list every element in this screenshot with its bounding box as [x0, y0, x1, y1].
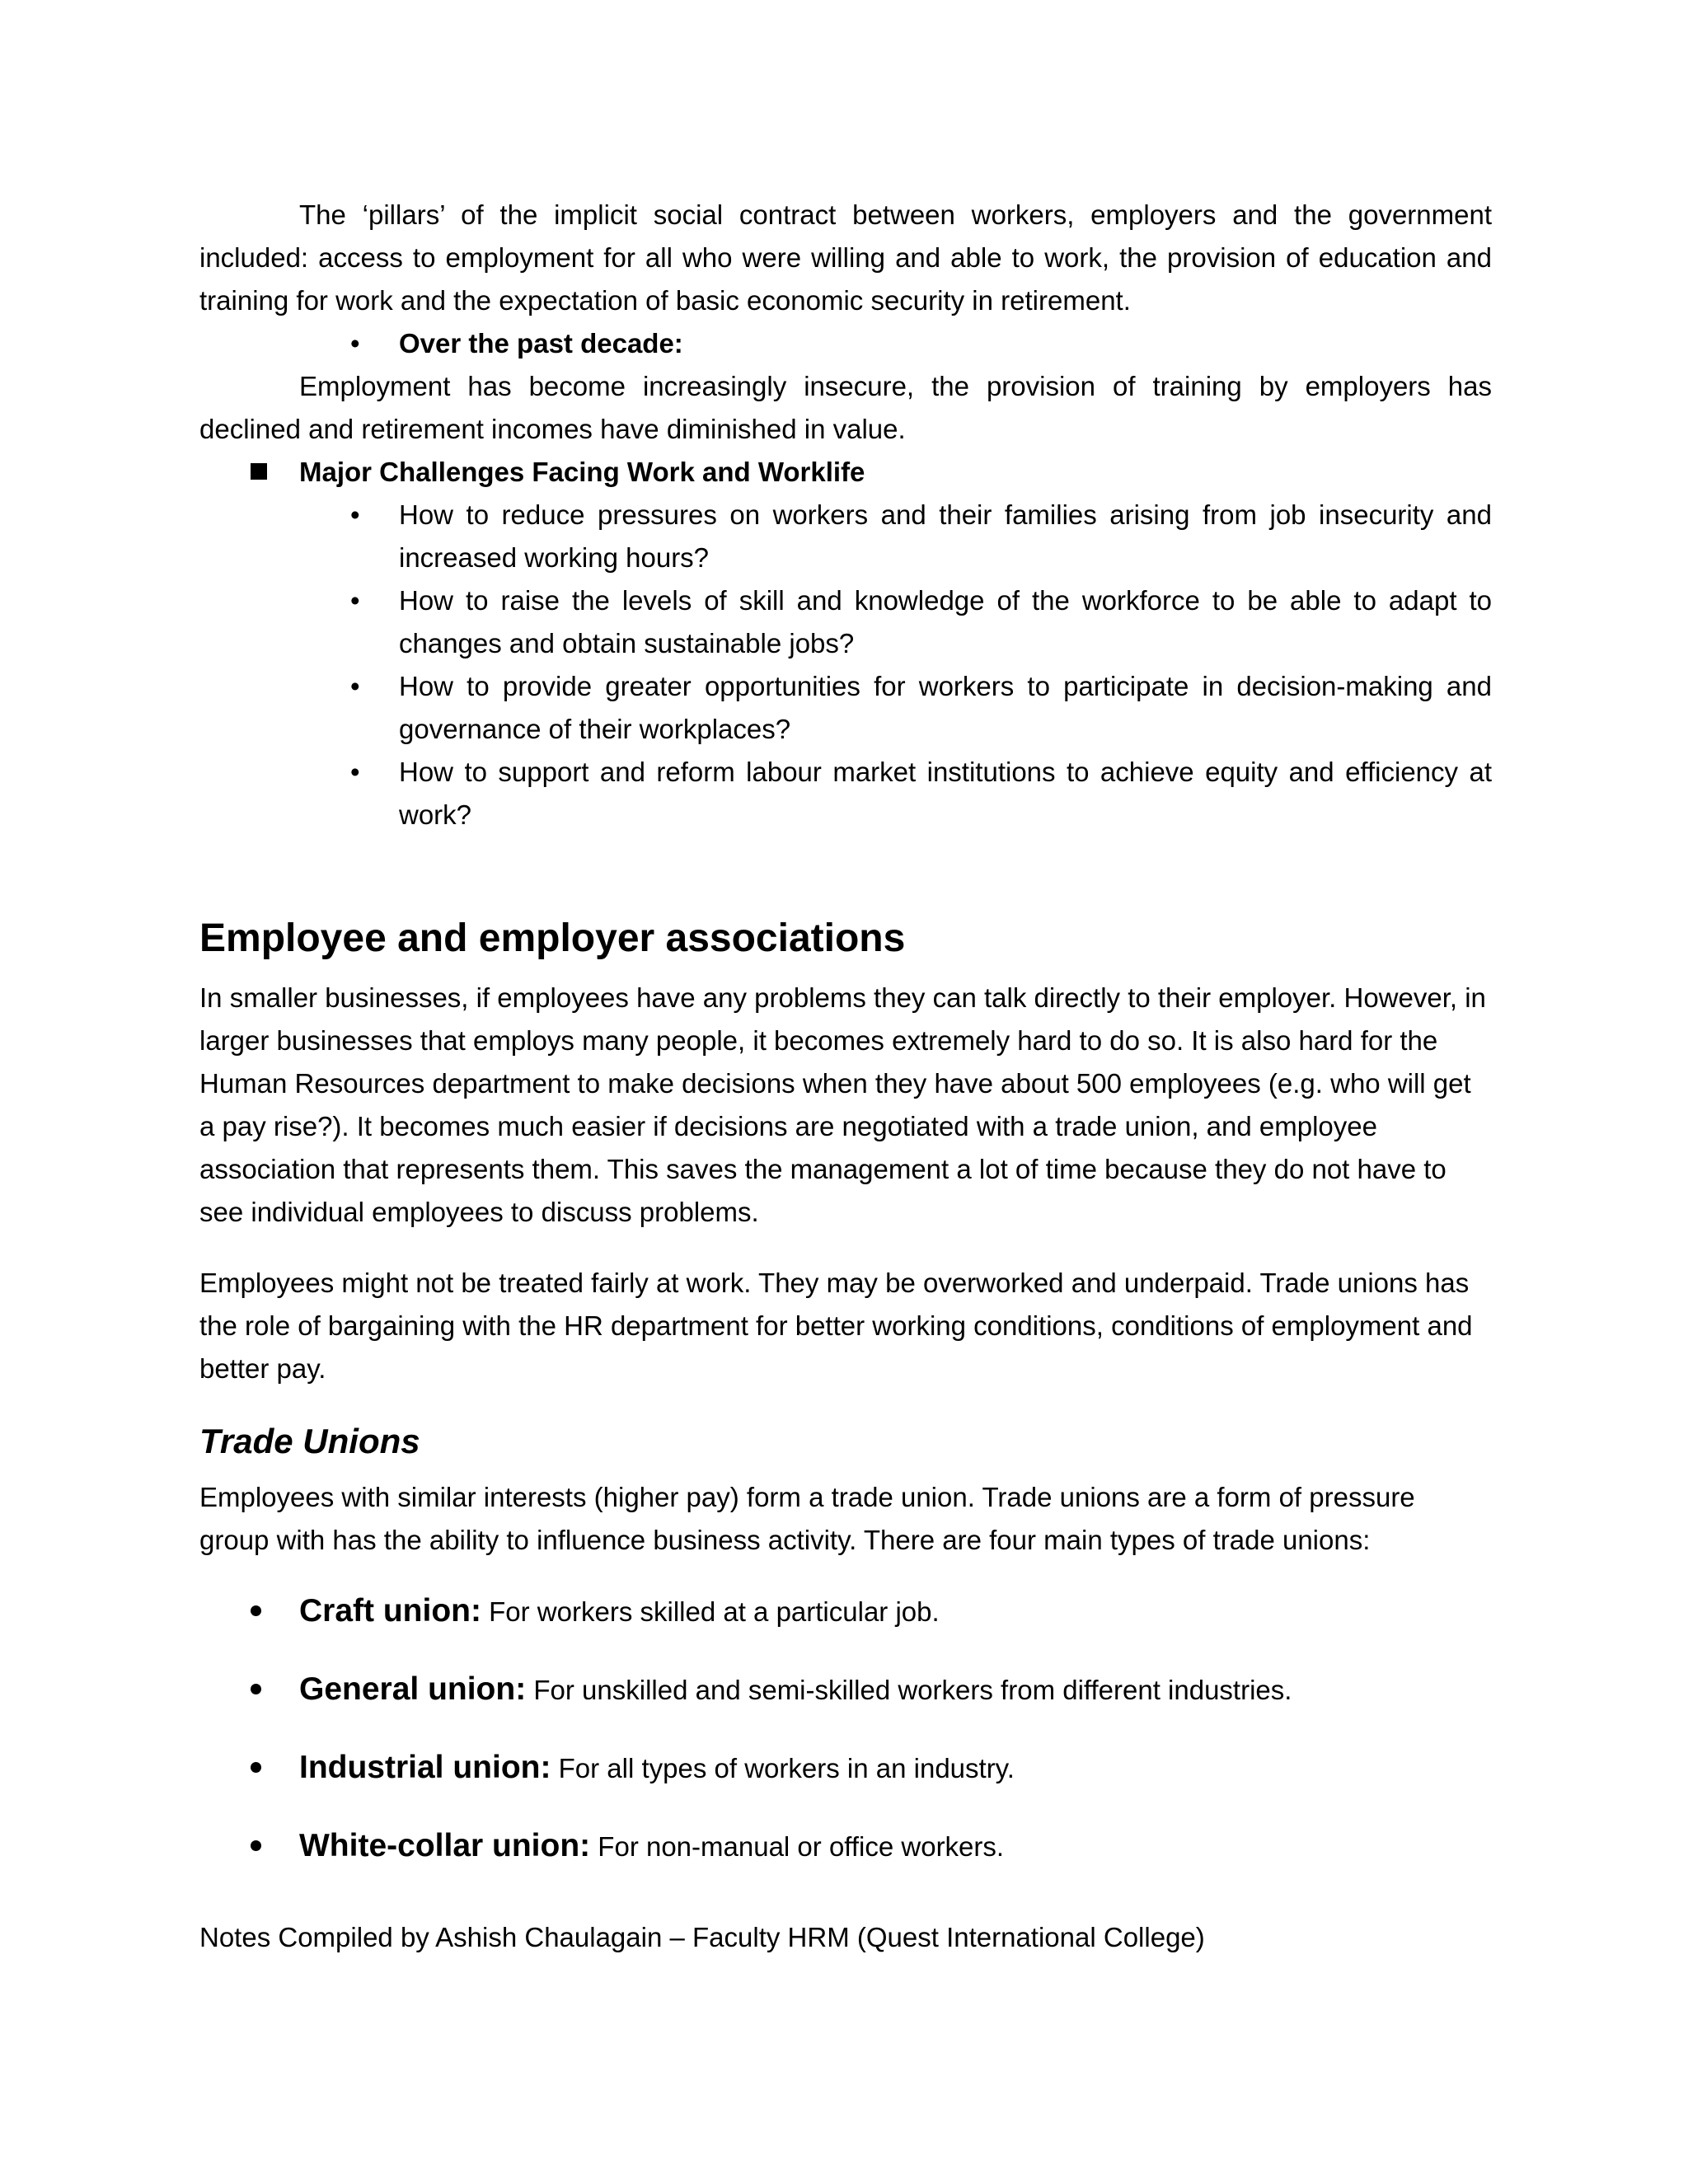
list-item: [199, 494, 1492, 579]
past-decade-heading: [199, 322, 1492, 365]
page-footer: Notes Compiled by Ashish Chaulagain – Faculty HRM (Quest International College): [199, 1922, 1205, 1952]
bullet-icon: •: [350, 757, 360, 787]
union-type-white-collar: [199, 1825, 1492, 1868]
list-item-text: How to provide greater opportunities for workers to participate in decision-making and governance of their workplaces?: [399, 671, 1492, 744]
associations-paragraph-2: Employees might not be treated fairly at work. They may be overworked and underpaid. Trade unions has the role of bargaining with the HR department for better working conditions, conditions of employment and better pay.: [199, 1268, 1473, 1384]
square-bullet-icon: [251, 463, 267, 480]
union-type-name: White-collar union:: [299, 1828, 591, 1863]
union-type-desc: For workers skilled at a particular job.: [481, 1596, 940, 1627]
challenges-list: [199, 494, 1492, 837]
associations-heading: Employee and employer associations: [199, 916, 906, 960]
list-item: [199, 751, 1492, 837]
past-decade-heading-text: Over the past decade:: [399, 328, 683, 359]
challenges-heading: [199, 451, 1492, 494]
pillars-paragraph: The ‘pillars’ of the implicit social contract between workers, employers and the government included: access to employment for all who were willing and able to work, the provision of education and training for work and the expectation of basic economic security in retirement.: [199, 199, 1492, 316]
union-types-list: [199, 1590, 1492, 1868]
union-type-name: Industrial union:: [299, 1750, 551, 1785]
union-type-name: General union:: [299, 1671, 527, 1707]
trade-unions-intro: Employees with similar interests (higher pay) form a trade union. Trade unions are a form of pressure group with has the ability to influence business activity. There are four main types of trade unions:: [199, 1482, 1415, 1555]
list-item: [199, 665, 1492, 751]
challenges-heading-text: Major Challenges Facing Work and Worklife: [299, 457, 865, 487]
union-type-desc: For non-manual or office workers.: [590, 1831, 1005, 1862]
trade-unions-heading: Trade Unions: [199, 1422, 420, 1460]
bullet-icon: •: [350, 328, 360, 359]
list-item-text: How to support and reform labour market institutions to achieve equity and efficiency at work?: [399, 757, 1492, 830]
bullet-icon: •: [350, 585, 360, 616]
list-item-text: How to reduce pressures on workers and their families arising from job insecurity and increased working hours?: [399, 499, 1492, 573]
bullet-icon: •: [350, 499, 360, 530]
bullet-icon: [251, 1840, 261, 1851]
bullet-icon: [251, 1684, 261, 1694]
associations-paragraph-1: In smaller businesses, if employees have any problems they can talk directly to their employer. However, in larger businesses that employs many people, it becomes extremely hard to do so. It is also hard for the Human Resources department to make decisions when they have about 500 employees (e.g. who will get a pay rise?). It becomes much easier if decisions are negotiated with a trade union, and employee association that represents them. This saves the management a lot of time because they do not have to see individual employees to discuss problems.: [199, 982, 1486, 1227]
past-decade-paragraph: Employment has become increasingly insecure, the provision of training by employers has declined and retirement incomes have diminished in value.: [199, 371, 1492, 444]
list-item: [199, 579, 1492, 665]
union-type-desc: For unskilled and semi-skilled workers from different industries.: [526, 1675, 1292, 1705]
union-type-industrial: [199, 1746, 1492, 1790]
union-type-craft: [199, 1590, 1492, 1633]
bullet-icon: [251, 1762, 261, 1773]
union-type-name: Craft union:: [299, 1593, 481, 1629]
union-type-general: [199, 1668, 1492, 1712]
bullet-icon: [251, 1605, 261, 1616]
list-item-text: How to raise the levels of skill and knowledge of the workforce to be able to adapt to changes and obtain sustainable jobs?: [399, 585, 1492, 658]
union-type-desc: For all types of workers in an industry.: [551, 1753, 1015, 1783]
document-page: [199, 194, 1492, 1986]
bullet-icon: •: [350, 671, 360, 701]
